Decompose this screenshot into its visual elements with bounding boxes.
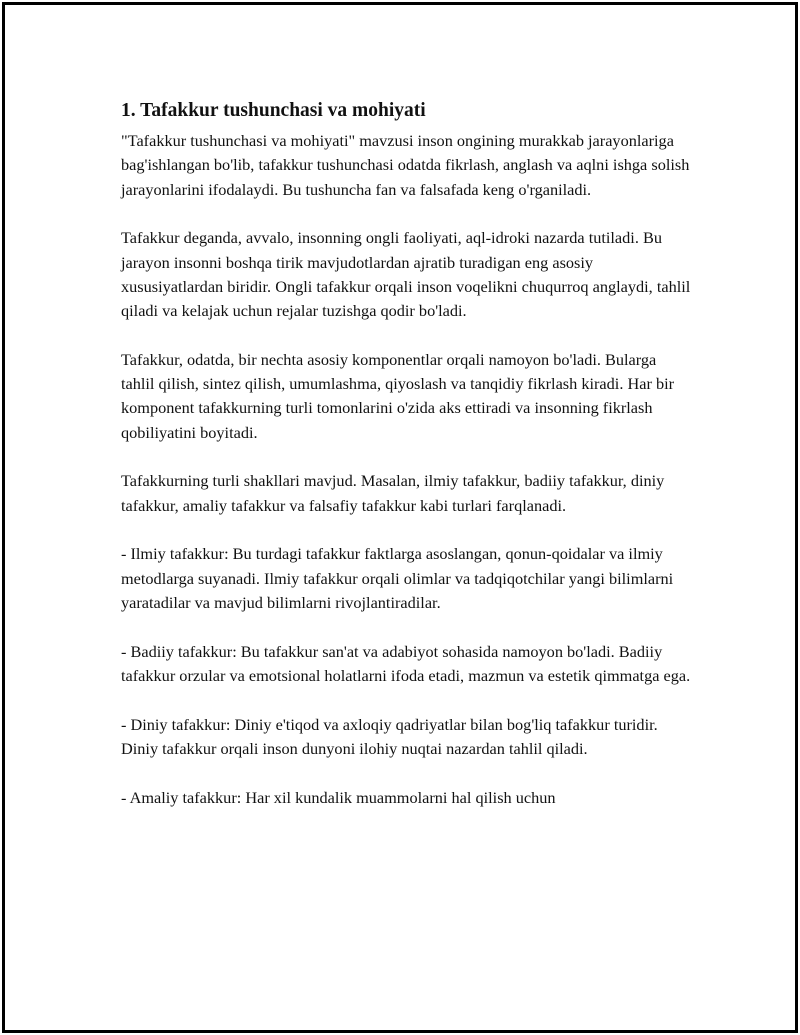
list-item-practical: - Amaliy tafakkur: Har xil kundalik muammolarni hal qilish uchun <box>121 787 556 807</box>
paragraph-definition: Tafakkur deganda, avvalo, insonning ongli faoliyati, aql-idroki nazarda tutiladi. Bu jarayon insonni boshqa tirik mavjudotlardan ajratib turadigan eng asosiy xususiyatlardan biridir. Ongli tafakkur orqali inson voqelikni chuqurroq anglaydi, tahlil qiladi va kelajak uchun rejalar tuzishga qodir bo'ladi. <box>121 228 691 321</box>
paragraph-intro: "Tafakkur tushunchasi va mohiyati" mavzusi inson ongining murakkab jarayonlariga bag'ishlangan bo'lib, tafakkur tushunchasi odatda fikrlash, anglash va aqlni ishga solish jarayonlarini ifodalaydi. Bu tushuncha fan va falsafada keng o'rganiladi. <box>121 131 690 199</box>
section-heading: 1. Tafakkur tushunchasi va mohiyati <box>121 100 426 121</box>
list-item-religious: - Diniy tafakkur: Diniy e'tiqod va axloqiy qadriyatlar bilan bog'liq tafakkur turidir. Diniy tafakkur orqali inson dunyoni ilohiy nuqtai nazardan tahlil qiladi. <box>121 714 658 758</box>
list-item-artistic: - Badiiy tafakkur: Bu tafakkur san'at va adabiyot sohasida namoyon bo'ladi. Badiiy tafakkur orzular va emotsional holatlarni ifoda etadi, mazmun va estetik qimmatga ega. <box>121 641 691 685</box>
paragraph-forms: Tafakkurning turli shakllari mavjud. Masalan, ilmiy tafakkur, badiiy tafakkur, diniy tafakkur, amaliy tafakkur va falsafiy tafakkur kabi turlari farqlanadi. <box>121 471 665 515</box>
list-item-scientific: - Ilmiy tafakkur: Bu turdagi tafakkur faktlarga asoslangan, qonun-qoidalar va ilmiy metodlarga suyanadi. Ilmiy tafakkur orqali olimlar va tadqiqotchilar yangi bilimlarni yaratadilar va mavjud bilimlarni rivojlantiradilar. <box>121 544 674 613</box>
document-body <box>121 97 693 834</box>
document-page <box>2 2 798 1033</box>
paragraph-components: Tafakkur, odatda, bir nechta asosiy komponentlar orqali namoyon bo'ladi. Bularga tahlil qilish, sintez qilish, umumlashma, qiyoslash va tanqidiy fikrlash kiradi. Har bir komponent tafakkurning turli tomonlarini o'zida aks ettiradi va insonning fikrlash qobiliyatini boyitadi. <box>121 349 675 442</box>
